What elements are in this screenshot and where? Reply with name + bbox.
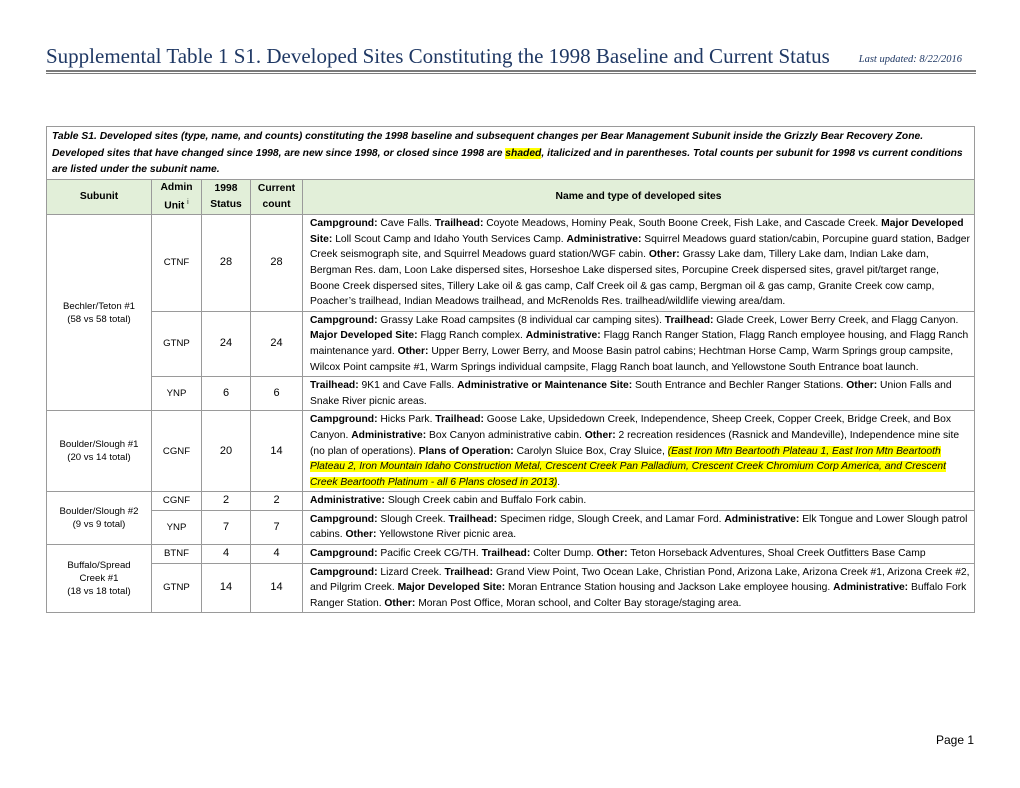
table-row	[47, 377, 975, 411]
table-header-row	[47, 179, 975, 214]
subunit-boulder-slough-2: Boulder/Slough #2 (9 vs 9 total)	[47, 492, 152, 545]
status-1998: 6	[202, 377, 251, 411]
page-number: Page 1	[936, 733, 975, 747]
admin-unit: CGNF	[152, 492, 202, 511]
table-caption: Table S1. Developed sites (type, name, and counts) constituting the 1998 baseline and subsequent changes per Bear Management Subunit inside the Grizzly Bear Recovery Zone. Developed sites that have changed since 1998, are new since 1998, or closed since 1998 are shaded, italicized and in parentheses. Total counts per subunit for 1998 vs current conditions are listed under the subunit name.	[47, 127, 975, 180]
admin-unit: YNP	[152, 510, 202, 544]
sites-description: Campground: Slough Creek. Trailhead: Specimen ridge, Slough Creek, and Lamar Ford. Administrative: Elk Tongue and Lower Slough patrol cabins. Other: Yellowstone River picnic area.	[303, 510, 975, 544]
subunit-buffalo-spread-creek-1: Buffalo/Spread Creek #1 (18 vs 18 total)	[47, 545, 152, 613]
column-header-sites: Name and type of developed sites	[303, 179, 975, 214]
subunit-bechler-teton-1: Bechler/Teton #1 (58 vs 58 total)	[47, 215, 152, 411]
status-1998: 20	[202, 411, 251, 492]
table-row	[47, 492, 975, 511]
sites-description: Campground: Cave Falls. Trailhead: Coyote Meadows, Hominy Peak, South Boone Creek, Fish Lake, and Cascade Creek. Major Developed Site: Loll Scout Camp and Idaho Youth Services Camp. Administrative: Squirrel Meadows guard station/cabin, Porcupine guard station, Badger Creek seismograph site, and Squirrel Meadows guard station/WGF cabin. Other: Grassy Lake dam, Tillery Lake dam, Indian Lake dam, Bergman Res. dam, Loon Lake dispersed sites, Horseshoe Lake dispersed sites, Porcupine Creek dispersed sites, gravel pit/target range, Boone Creek dispersed sites, Tillery Lake oil & gas camp, Calf Creek oil & gas camp, Bergman oil & gas camp, Granite Creek cow camp, Poacher’s trailhead, Indian Meadows trailhead, and McRenolds Res. trailhead/wildlife viewing area/dam.	[303, 215, 975, 312]
sites-description: Campground: Grassy Lake Road campsites (8 individual car camping sites). Trailhead: Glade Creek, Lower Berry Creek, and Flagg Canyon. Major Developed Site: Flagg Ranch complex. Administrative: Flagg Ranch Ranger Station, Flagg Ranch employee housing, and Flagg Ranch maintenance yard. Other: Upper Berry, Lower Berry, and Moose Basin patrol cabins; Hechtman Horse Camp, Warm Springs group campsite, Wilcox Point campsite #1, Warm Springs individual campsite, Flagg Ranch boat launch, and Yellowstone South Entrance boat launch.	[303, 311, 975, 376]
page-header	[46, 44, 976, 70]
current-count: 14	[251, 563, 303, 613]
table-row	[47, 411, 975, 492]
closed-plans-highlight: (East Iron Mtn Beartooth Plateau 1, East Iron Mtn Beartooth Plateau 2, Iron Mountain Idaho Construction Metal, Crescent Creek Pan Palladium, Crescent Creek Chromium Corp America, and Crescent Creek Beartooth Platinum - all 6 Plans closed in 2013)	[310, 445, 947, 488]
table-row	[47, 510, 975, 544]
column-header-1998-status: 1998 Status	[202, 179, 251, 214]
current-count: 24	[251, 311, 303, 376]
sites-description: Campground: Hicks Park. Trailhead: Goose Lake, Upsidedown Creek, Independence, Sheep Creek, Copper Creek, Bridge Creek, and Box Canyon. Administrative: Box Canyon administrative cabin. Other: 2 recreation residences (Rasnick and Mandeville), Independence mine site (no plan of operations). Plans of Operation: Carolyn Sluice Box, Cray Sluice, (East Iron Mtn Beartooth Plateau 1, East Iron Mtn Beartooth Plateau 2, Iron Mountain Idaho Construction Metal, Crescent Creek Pan Palladium, Crescent Creek Chromium Corp America, and Crescent Creek Beartooth Platinum - all 6 Plans closed in 2013).	[303, 411, 975, 492]
sites-description: Campground: Pacific Creek CG/TH. Trailhead: Colter Dump. Other: Teton Horseback Adventures, Shoal Creek Outfitters Base Camp	[303, 545, 975, 564]
current-count: 14	[251, 411, 303, 492]
admin-unit: YNP	[152, 377, 202, 411]
status-1998: 28	[202, 215, 251, 312]
admin-unit: GTNP	[152, 563, 202, 613]
status-1998: 14	[202, 563, 251, 613]
column-header-admin-unit: Admin Unit $^i$	[152, 179, 202, 214]
developed-sites-table	[46, 126, 975, 613]
column-header-subunit: Subunit	[47, 179, 152, 214]
subunit-boulder-slough-1: Boulder/Slough #1 (20 vs 14 total)	[47, 411, 152, 492]
sites-description: Trailhead: 9K1 and Cave Falls. Administrative or Maintenance Site: South Entrance and Bechler Ranger Stations. Other: Union Falls and Snake River picnic areas.	[303, 377, 975, 411]
current-count: 28	[251, 215, 303, 312]
admin-unit: CTNF	[152, 215, 202, 312]
header-rule-thin	[46, 73, 976, 74]
current-count: 6	[251, 377, 303, 411]
admin-unit: BTNF	[152, 545, 202, 564]
status-1998: 7	[202, 510, 251, 544]
last-updated-date: Last updated: 8/22/2016	[858, 54, 962, 65]
column-header-current-count: Current count	[251, 179, 303, 214]
header-rule	[46, 70, 976, 72]
current-count: 2	[251, 492, 303, 511]
admin-unit: CGNF	[152, 411, 202, 492]
table-row	[47, 563, 975, 613]
status-1998: 24	[202, 311, 251, 376]
shaded-word: shaded	[505, 147, 542, 159]
status-1998: 4	[202, 545, 251, 564]
sites-description: Administrative: Slough Creek cabin and Buffalo Fork cabin.	[303, 492, 975, 511]
status-1998: 2	[202, 492, 251, 511]
sites-description: Campground: Lizard Creek. Trailhead: Grand View Point, Two Ocean Lake, Christian Pond, Arizona Lake, Arizona Creek #1, Arizona Creek #2, and Pilgrim Creek. Major Developed Site: Moran Entrance Station housing and Jackson Lake employee housing. Administrative: Buffalo Fork Ranger Station. Other: Moran Post Office, Moran school, and Colter Bay storage/staging area.	[303, 563, 975, 613]
table-row	[47, 545, 975, 564]
table-row	[47, 311, 975, 376]
current-count: 4	[251, 545, 303, 564]
admin-unit: GTNP	[152, 311, 202, 376]
current-count: 7	[251, 510, 303, 544]
table-row	[47, 215, 975, 312]
page-title: Supplemental Table 1 S1. Developed Sites Constituting the 1998 Baseline and Current Status	[46, 44, 830, 68]
